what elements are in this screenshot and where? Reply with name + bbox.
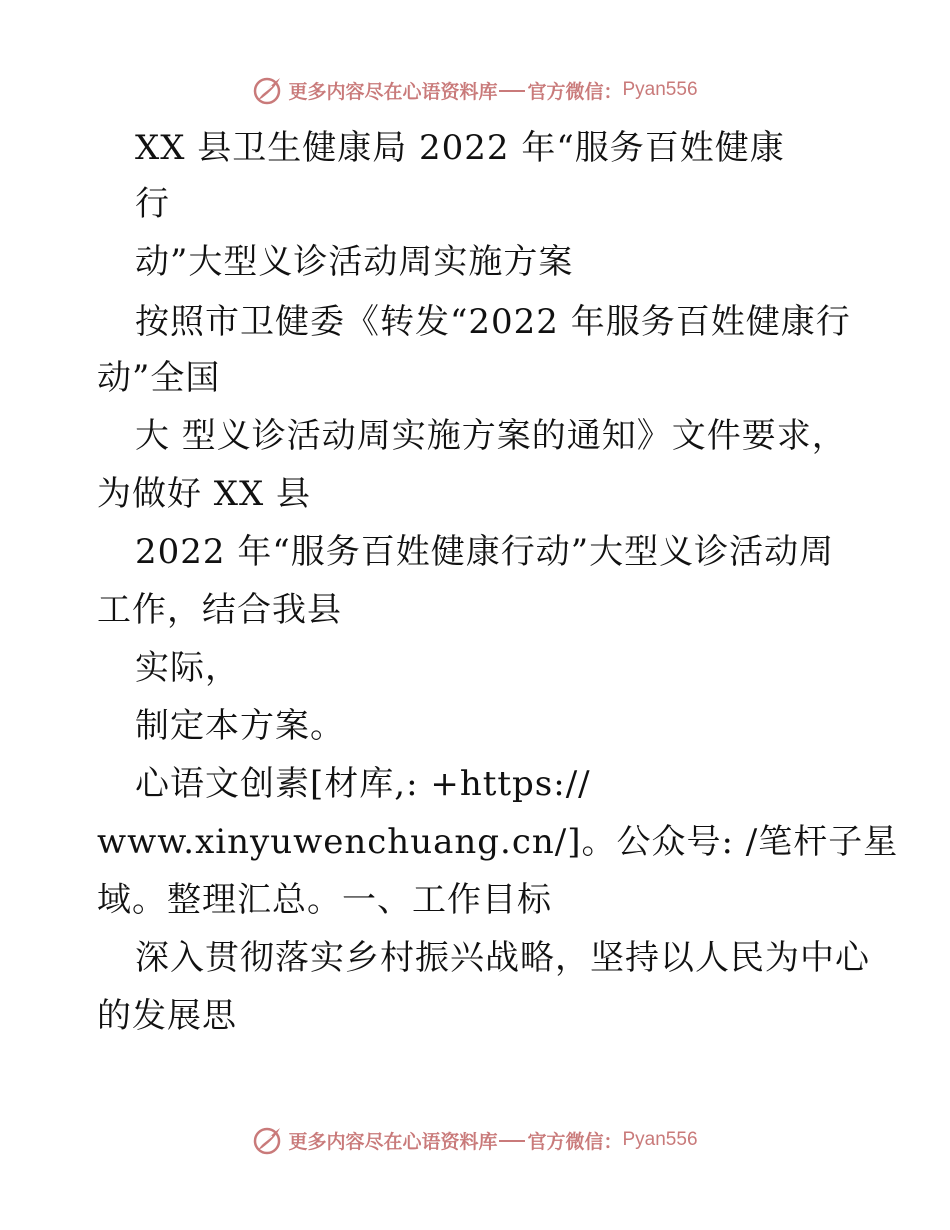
watermark-wechat-id: Pyan556: [622, 79, 698, 100]
doc-paragraph-line: 的发展思: [97, 996, 237, 1036]
doc-paragraph-line: 深入贯彻落实乡村振兴战略，坚持以人民为中心: [135, 938, 870, 978]
watermark-wechat-label: 官方微信：: [527, 80, 623, 103]
doc-paragraph-line: 为做好 XX 县: [97, 474, 312, 514]
doc-paragraph-line: 2022 年“服务百姓健康行动”大型义诊活动周: [135, 532, 835, 572]
watermark-dash: [499, 90, 525, 92]
doc-title-line-1: XX 县卫生健康局 2022 年“服务百姓健康: [135, 128, 785, 168]
doc-paragraph-line: 心语文创素[材库,: +https://: [135, 764, 591, 804]
watermark-dash: [499, 1140, 525, 1142]
doc-paragraph-line: www.xinyuwenchuang.cn/]。公众号: /笔杆子星: [97, 822, 899, 862]
watermark-wechat-id: Pyan556: [622, 1129, 698, 1150]
watermark-text: 更多内容尽在心语资料库: [288, 1130, 498, 1153]
quill-logo-icon: [252, 74, 284, 106]
doc-paragraph-line: 动”全国: [97, 358, 221, 398]
doc-title-line-2: 行: [135, 184, 170, 224]
doc-paragraph-line: 工作，结合我县: [97, 590, 342, 630]
doc-paragraph-line: 域。整理汇总。一、工作目标: [97, 880, 552, 920]
footer-watermark-banner: [0, 1120, 950, 1160]
watermark-text: 更多内容尽在心语资料库: [288, 80, 498, 103]
header-watermark-banner: [0, 70, 950, 110]
doc-paragraph-line: 实际，: [135, 648, 240, 688]
quill-logo-icon: [252, 1124, 284, 1156]
doc-title-line-3: 动”大型义诊活动周实施方案: [135, 242, 574, 282]
watermark-wechat-label: 官方微信：: [527, 1130, 623, 1153]
doc-paragraph-line: 制定本方案。: [135, 706, 345, 746]
doc-paragraph-line: 大 型义诊活动周实施方案的通知》文件要求，: [135, 416, 847, 456]
doc-paragraph-line: 按照市卫健委《转发“2022 年服务百姓健康行: [135, 302, 851, 342]
